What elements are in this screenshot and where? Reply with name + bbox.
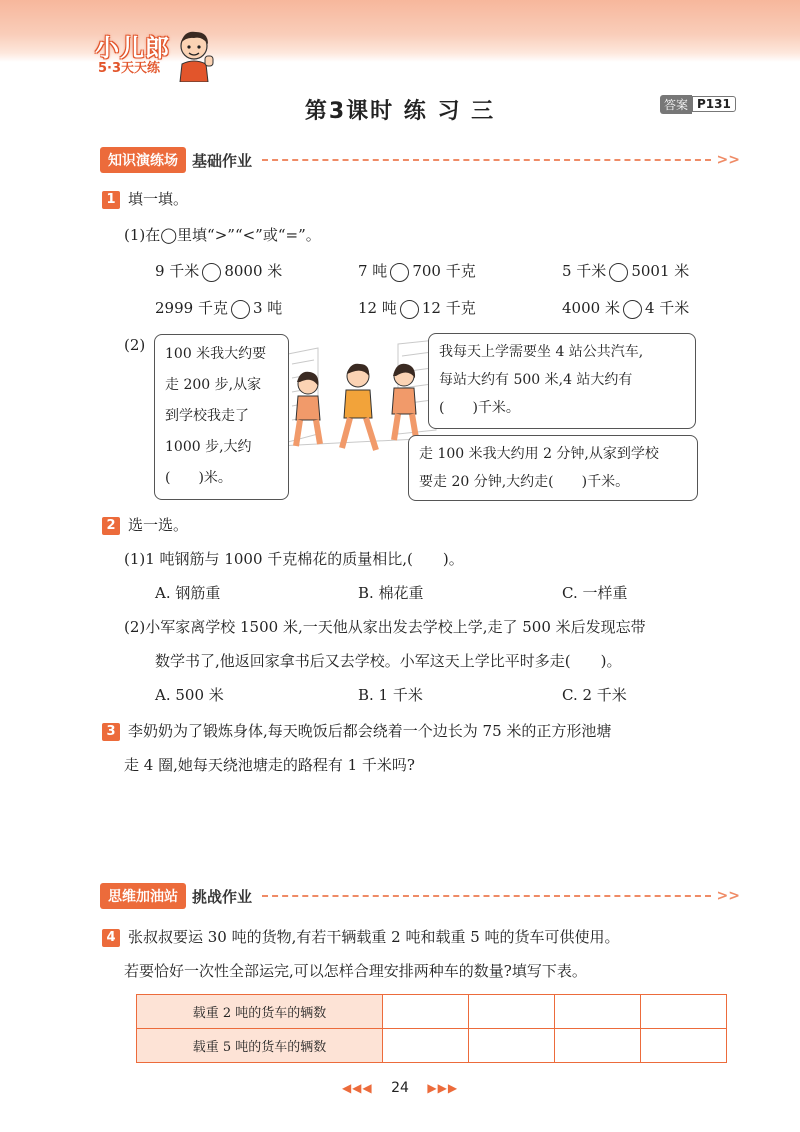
q2-part2-line2: 数学书了,他返回家拿书后又去学校。小军这天上学比平时多走( )。 [155,652,622,670]
option-c[interactable]: C. 一样重 [562,584,628,602]
section-divider [262,159,711,161]
section-subtitle: 挑战作业 [192,887,253,906]
q1-part1-instruction: (1)在◯里填“>”“<”或“=”。 [124,226,321,244]
question-number: 4 [102,929,120,947]
answer-cell[interactable] [555,995,641,1029]
speech-bubble-right-bottom: 走 100 米我大约用 2 分钟,从家到学校 要走 20 分钟,大约走( )千米。 [408,435,698,501]
answer-cell[interactable] [469,1029,555,1063]
question-4-line2: 若要恰好一次性全部运完,可以怎样合理安排两种车的数量?填写下表。 [124,962,587,980]
q2-part2-line1: (2)小军家离学校 1500 米,一天他从家出发去学校上学,走了 500 米后发现忘带 [124,618,646,636]
section-divider [262,895,711,897]
answer-circle[interactable] [202,263,221,282]
lesson-title: 第3课时 练 习 三 [304,99,496,124]
option-b[interactable]: B. 1 千米 [358,686,423,704]
answer-cell[interactable] [383,995,469,1029]
table-row [137,1029,727,1063]
q2-part1: (1)1 吨钢筋与 1000 千克棉花的质量相比,( )。 [124,550,464,568]
question-number: 2 [102,517,120,535]
question-3-line1: 3 李奶奶为了锻炼身体,每天晚饭后都会绕着一个边长为 75 米的正方形池塘 [102,720,611,741]
double-arrow-icon: >> [716,152,740,168]
answer-cell[interactable] [641,1029,727,1063]
question-4-line1: 4 张叔叔要运 30 吨的货物,有若干辆载重 2 吨和载重 5 吨的货车可供使用。 [102,926,620,947]
compare-item: 9 千米 8000 米 [155,262,283,280]
answer-cell[interactable] [383,1029,469,1063]
answer-reference[interactable] [660,94,736,114]
brand-logo: 小儿郎 [95,34,170,62]
brand-subtitle: 5·3天天练 [98,61,161,76]
truck-arrangement-table [136,994,727,1063]
option-a[interactable]: A. 500 米 [155,686,224,704]
page-number: 24 [391,1080,409,1096]
compare-item: 5 千米 5001 米 [562,262,690,280]
answer-circle[interactable] [609,263,628,282]
speech-bubble-left: 100 米我大约要 走 200 步,从家 到学校我走了 1000 步,大约 ( )米。 [154,334,289,500]
section-subtitle: 基础作业 [192,151,253,170]
section-basic-header [100,148,740,172]
question-1-title: 1 填一填。 [102,188,188,209]
answer-label: 答案 [660,95,692,114]
option-c[interactable]: C. 2 千米 [562,686,627,704]
compare-item: 7 吨 700 千克 [358,262,476,280]
row-label: 载重 5 吨的货车的辆数 [137,1029,383,1063]
question-number: 1 [102,191,120,209]
answer-cell[interactable] [555,1029,641,1063]
double-arrow-icon: >> [716,888,740,904]
question-3-line2: 走 4 圈,她每天绕池塘走的路程有 1 千米吗? [124,756,415,774]
answer-cell[interactable] [469,995,555,1029]
answer-circle[interactable] [400,300,419,319]
table-row [137,995,727,1029]
right-arrows-icon: ▶▶▶ [427,1081,459,1095]
answer-circle[interactable] [231,300,250,319]
option-a[interactable]: A. 钢筋重 [155,584,221,602]
question-2-title: 2 选一选。 [102,514,188,535]
mascot-boy-icon [172,26,218,82]
compare-item: 12 吨 12 千克 [358,299,476,317]
q1-part2-label: (2) [124,336,146,354]
answer-circle[interactable] [390,263,409,282]
answer-circle[interactable] [623,300,642,319]
compare-item: 2999 千克 3 吨 [155,299,283,317]
question-number: 3 [102,723,120,741]
section-challenge-header [100,884,740,908]
option-b[interactable]: B. 棉花重 [358,584,424,602]
section-badge: 知识演练场 [100,147,186,173]
compare-item: 4000 米 4 千米 [562,299,690,317]
answer-cell[interactable] [641,995,727,1029]
answer-page: P131 [692,96,736,112]
row-label: 载重 2 吨的货车的辆数 [137,995,383,1029]
page-footer [0,1080,800,1096]
left-arrows-icon: ◀◀◀ [341,1081,373,1095]
section-badge: 思维加油站 [100,883,186,909]
speech-bubble-right-top: 我每天上学需要坐 4 站公共汽车, 每站大约有 500 米,4 站大约有 ( )千米。 [428,333,696,429]
